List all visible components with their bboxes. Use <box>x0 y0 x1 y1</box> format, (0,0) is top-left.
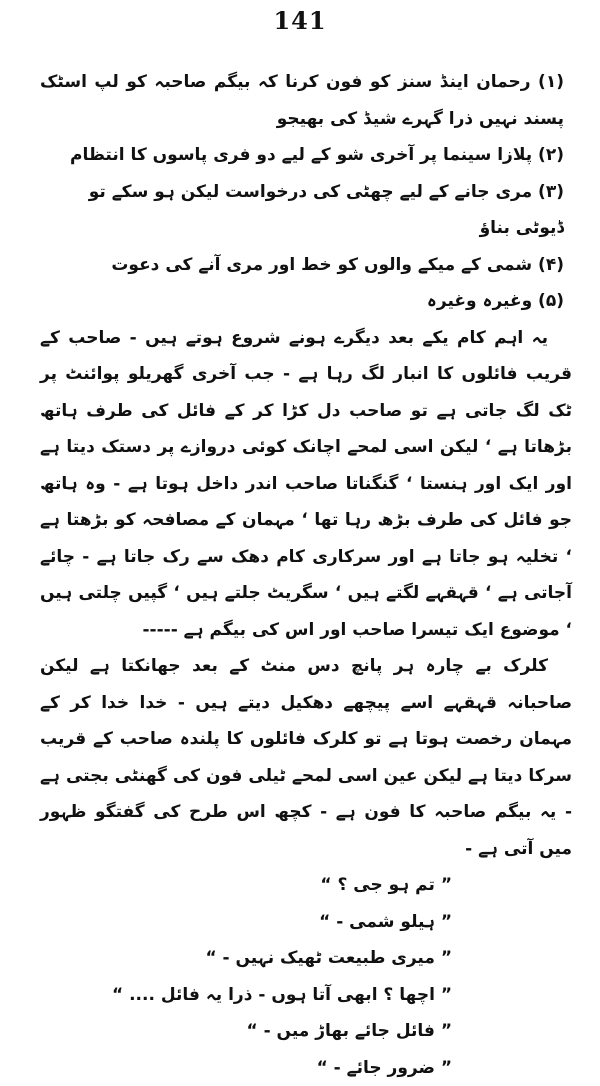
dialogue-line-5: ” فائل جائے بھاڑ میں - “ <box>40 1013 572 1050</box>
dialogue-line-3: ” میری طبیعت ٹھیک نہیں - “ <box>40 940 572 977</box>
dialogue-line-2: ” ہیلو شمی - “ <box>40 904 572 941</box>
dialogue-line-4: ” اچھا ؟ ابھی آتا ہوں - ذرا یہ فائل .... “ <box>40 977 572 1014</box>
list-item-5: (۵) وغیرہ وغیرہ <box>40 283 572 320</box>
page-number: 141 <box>0 6 600 35</box>
list-item-3: (۳) مری جانے کے لیے چھٹی کی درخواست لیکن ہو سکے تو ڈیوٹی بناؤ <box>40 174 572 247</box>
dialogue-line-6: ” ضرور جائے - “ <box>40 1050 572 1086</box>
list-item-2: (۲) پلازا سینما پر آخری شو کے لیے دو فری پاسوں کا انتظام <box>40 137 572 174</box>
paragraph-2: کلرک بے چارہ ہر پانچ دس منٹ کے بعد جھانکتا ہے لیکن صاحبانہ قہقہے اسے پیچھے دھکیل دیتے ہیں - خدا خدا کر کے مہمان رخصت ہوتا ہے تو کلرک فائلوں کا پلندہ صاحب کے قریب سرکا دیتا ہے لیکن عین اسی لمحے ٹیلی فون کی گھنٹی بجتی ہے - یہ بیگم صاحبہ کا فون ہے - کچھ اس طرح کی گفتگو ظہور میں آتی ہے - <box>40 648 572 867</box>
list-item-1: (۱) رحمان اینڈ سنز کو فون کرنا کہ بیگم صاحبہ کو لپ اسٹک پسند نہیں ذرا گہرے شیڈ کی بھیجو <box>40 64 572 137</box>
paragraph-1: یہ اہم کام یکے بعد دیگرے ہونے شروع ہوتے ہیں - صاحب کے قریب فائلوں کا انبار لگ رہا ہے - جب آخری گھریلو پوائنٹ پر ٹک لگ جاتی ہے تو صاحب دل کڑا کر کے فائل کی طرف ہاتھ بڑھاتا ہے ‘ لیکن اسی لمحے اچانک کوئی دروازے پر دستک دیتا ہے اور ایک اور ہنستا ‘ گنگناتا صاحب اندر داخل ہوتا ہے - وہ ہاتھ جو فائل کی طرف بڑھ رہا تھا ‘ مہمان کے مصافحہ کو بڑھتا ہے ‘ تخلیہ ہو جاتا ہے اور سرکاری کام دھک سے رک جاتا ہے - چائے آجاتی ہے ‘ قہقہے لگتے ہیں ‘ سگریٹ جلتے ہیں ‘ گپیں چلتی ہیں ‘ موضوع ایک تیسرا صاحب اور اس کی بیگم ہے ----- <box>40 320 572 649</box>
list-item-4: (۴) شمی کے میکے والوں کو خط اور مری آنے کی دعوت <box>40 247 572 284</box>
page-body <box>40 64 572 1086</box>
dialogue-line-1: ” تم ہو جی ؟ “ <box>40 867 572 904</box>
